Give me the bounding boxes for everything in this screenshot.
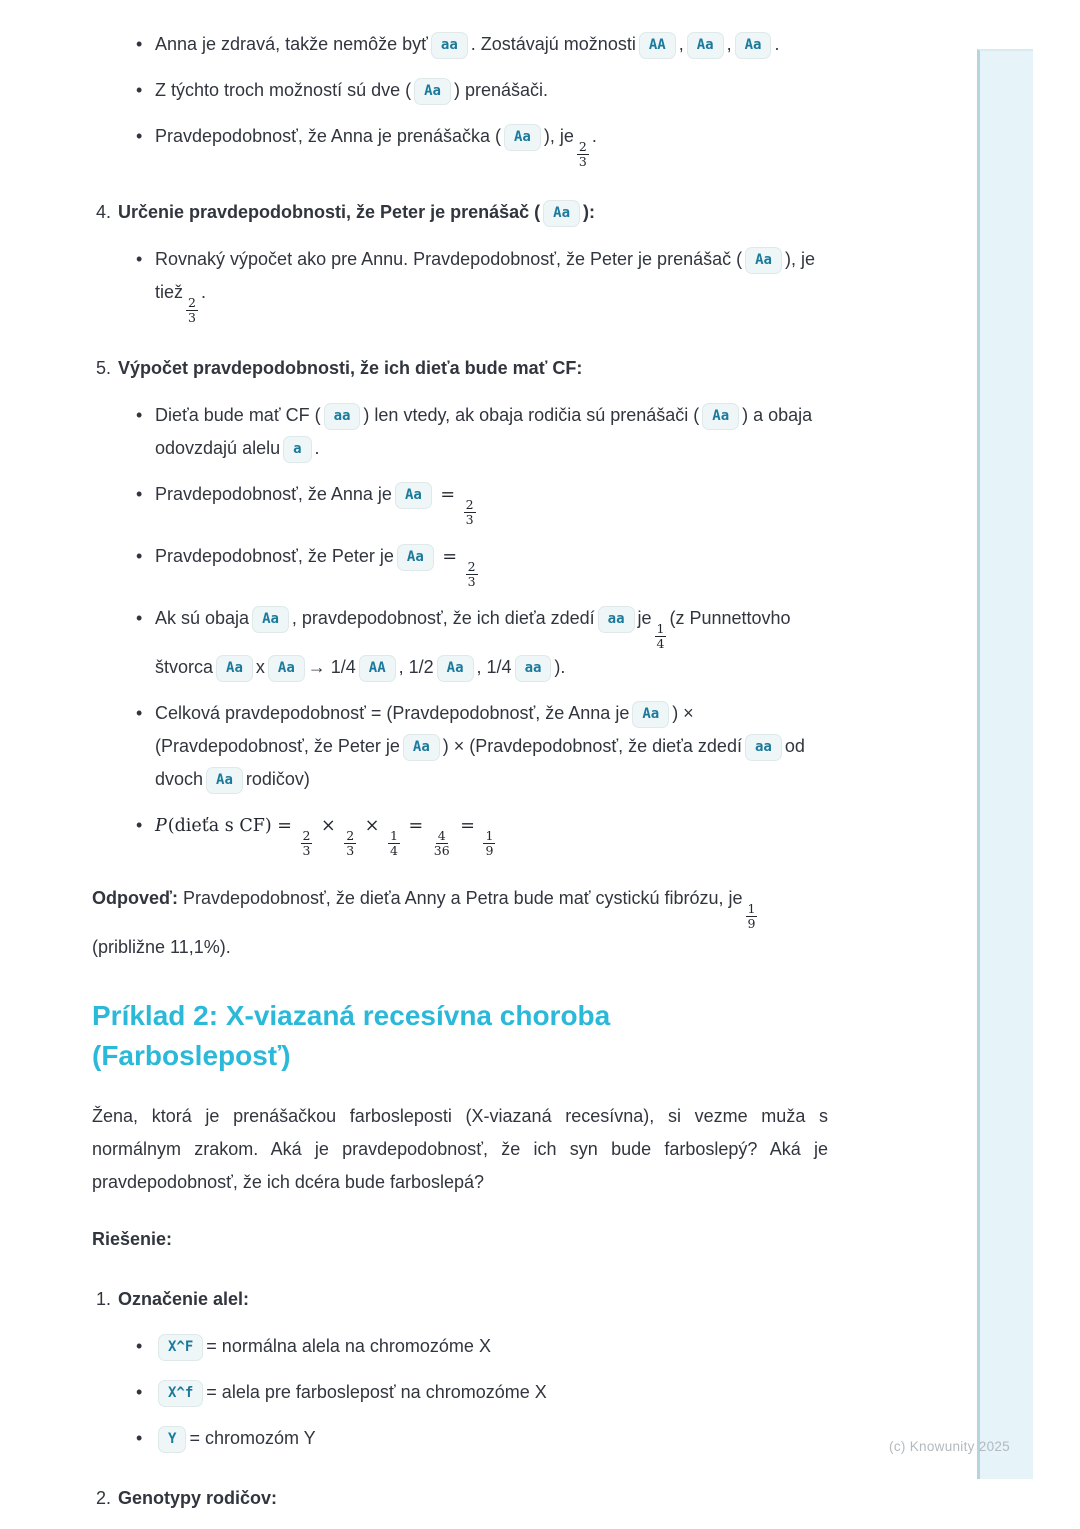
- text-run: rodičov): [245, 769, 310, 789]
- genotype-chip: Aa: [504, 124, 541, 151]
- fraction: [388, 829, 400, 858]
- bullet-item: [92, 602, 828, 684]
- fraction-denominator: 9: [747, 916, 756, 931]
- text-run: Pravdepodobnosť, že Anna je: [155, 484, 392, 504]
- text-run: Pravdepodobnosť, že dieťa Anny a Petra bude mať cystickú fibrózu, je: [177, 888, 743, 908]
- fraction: [577, 140, 589, 169]
- genotype-chip: X^f: [158, 1380, 203, 1407]
- genotype-chip: aa: [745, 734, 782, 761]
- text-run: = normálna alela na chromozóme X: [206, 1336, 491, 1356]
- text-run: , 1/2: [398, 657, 434, 677]
- genotype-chip: Aa: [437, 655, 474, 682]
- fraction-denominator: 3: [302, 843, 311, 858]
- genotype-chip: Aa: [687, 32, 724, 59]
- text-run: . Zostávajú možnosti: [470, 34, 636, 54]
- fraction-numerator: 1: [747, 901, 756, 916]
- genotype-chip: Aa: [252, 606, 289, 633]
- numbered-heading-text: [118, 1283, 828, 1316]
- text-run: .: [200, 282, 206, 302]
- genotype-chip: aa: [515, 655, 552, 682]
- text-run: , pravdepodobnosť, že ich dieťa zdedí: [291, 608, 595, 628]
- text-run: od dvoch: [155, 736, 805, 789]
- math-run: ×: [359, 816, 385, 836]
- text-run: Anna je zdravá, takže nemôže byť: [155, 34, 428, 54]
- fraction-denominator: 3: [578, 154, 587, 169]
- text-run: ) × (Pravdepodobnosť, že Peter je: [155, 703, 694, 756]
- genotype-chip: AA: [639, 32, 676, 59]
- fraction-numerator: 2: [578, 139, 587, 154]
- fraction: [655, 622, 667, 651]
- genotype-chip: Aa: [543, 200, 580, 227]
- fraction-denominator: 3: [467, 574, 476, 589]
- math-run: ×: [315, 816, 342, 836]
- bullet-item: [92, 697, 828, 796]
- genotype-chip: aa: [324, 403, 361, 430]
- text-run: = chromozóm Y: [189, 1428, 316, 1448]
- fraction-denominator: 3: [188, 310, 196, 325]
- fraction: [432, 829, 452, 858]
- bullet-item: [92, 1330, 828, 1363]
- fraction: [344, 829, 356, 858]
- text-run: Pravdepodobnosť, že Peter je: [155, 546, 394, 566]
- bold-text-run: Genotypy rodičov:: [118, 1488, 278, 1508]
- bullet-list: [92, 399, 828, 858]
- fraction-numerator: 2: [465, 497, 474, 512]
- genotype-chip: a: [283, 436, 311, 463]
- page-edge-strip: [977, 49, 1033, 1479]
- bullet-item: [92, 243, 828, 325]
- bold-text-run: Odpoveď:: [92, 888, 178, 908]
- fraction: [746, 902, 758, 931]
- genotype-chip: aa: [598, 606, 635, 633]
- text-run: Rovnaký výpočet ako pre Annu. Pravdepodobnosť, že Peter je prenášač (: [155, 249, 743, 269]
- paragraph: [92, 1223, 828, 1256]
- fraction: [301, 829, 313, 858]
- bullet-item: [92, 478, 828, 527]
- bullet-list: [92, 243, 828, 325]
- text-run: ,: [678, 34, 684, 54]
- list-number: 5.: [96, 358, 112, 378]
- text-run: ) prenášači.: [453, 80, 549, 100]
- document-content: [92, 14, 828, 1529]
- list-number: 2.: [96, 1488, 112, 1508]
- text-run: ) × (Pravdepodobnosť, že dieťa zdedí: [442, 736, 742, 756]
- fraction-numerator: 2: [467, 559, 476, 574]
- numbered-heading-text: [118, 196, 828, 229]
- genotype-chip: Aa: [395, 482, 432, 509]
- numbered-heading: [92, 352, 828, 385]
- text-run: , 1/4: [476, 657, 512, 677]
- text-run: Dieťa bude mať CF (: [155, 405, 321, 425]
- bullet-item: [92, 399, 828, 465]
- genotype-chip: X^F: [158, 1334, 203, 1361]
- text-run: ).: [554, 657, 566, 677]
- text-run: ), je: [543, 126, 574, 146]
- math-run: =: [436, 547, 463, 567]
- genotype-chip: Aa: [745, 247, 782, 274]
- text-run: .: [774, 34, 780, 54]
- genotype-chip: Aa: [632, 701, 669, 728]
- fraction-denominator: 9: [485, 843, 494, 858]
- text-run: Celková pravdepodobnosť = (Pravdepodobnosť, že Anna je: [155, 703, 630, 723]
- text-run: ) a obaja odovzdajú alelu: [155, 405, 813, 458]
- genotype-chip: aa: [431, 32, 468, 59]
- math-run: =: [434, 485, 461, 505]
- fraction-denominator: 4: [656, 636, 665, 651]
- section-heading: [92, 996, 828, 1076]
- bold-text-run: ):: [583, 202, 595, 222]
- bullet-item: [92, 1376, 828, 1409]
- fraction-numerator: 2: [188, 295, 196, 310]
- text-run: (z Punnettovho štvorca: [155, 608, 791, 677]
- fraction: [466, 560, 478, 589]
- bullet-item: [92, 120, 828, 169]
- fraction: [186, 296, 198, 325]
- numbered-heading-text: [118, 352, 828, 385]
- bold-text-run: Výpočet pravdepodobnosti, že ich dieťa bude mať CF:: [118, 358, 583, 378]
- fraction-numerator: 1: [656, 621, 665, 636]
- text-run: Žena, ktorá je prenášačkou farbosleposti (X-viazaná recesívna), si vezme muža s normálnym zrakom. Aká je pravdepodobnosť, že ich syn bude farboslepý? Aká je pravdepodobnosť, že ich dcéra bude farboslepá?: [92, 1106, 828, 1192]
- fraction-numerator: 2: [346, 828, 355, 843]
- genotype-chip: Aa: [702, 403, 739, 430]
- text-run: .: [591, 126, 597, 146]
- math-run: =: [402, 816, 429, 836]
- text-run: (približne 11,1%).: [92, 937, 231, 957]
- fraction: [483, 829, 495, 858]
- math-run: P: [155, 816, 167, 836]
- genotype-chip: Y: [158, 1426, 186, 1453]
- fraction-denominator: 3: [346, 843, 355, 858]
- section-heading-line: Príklad 2: X-viazaná recesívna choroba: [92, 1000, 611, 1031]
- text-run: Ak sú obaja: [155, 608, 250, 628]
- numbered-heading-text: [118, 1482, 828, 1515]
- copyright-watermark: (c) Knowunity 2025: [889, 1439, 1010, 1454]
- genotype-chip: Aa: [735, 32, 772, 59]
- numbered-heading: [92, 1482, 828, 1515]
- numbered-heading: [92, 196, 828, 229]
- bold-text-run: Riešenie:: [92, 1229, 173, 1249]
- bullet-list: [92, 1330, 828, 1455]
- bold-text-run: Určenie pravdepodobnosti, že Peter je prenášač (: [118, 202, 541, 222]
- fraction-numerator: 1: [485, 828, 494, 843]
- fraction-numerator: 1: [390, 828, 398, 843]
- fraction-numerator: 2: [302, 828, 311, 843]
- paragraph: [92, 882, 828, 964]
- fraction-denominator: 3: [465, 512, 474, 527]
- fraction: [464, 498, 476, 527]
- text-run: ) len vtedy, ak obaja rodičia sú prenášači (: [363, 405, 700, 425]
- bold-text-run: Označenie alel:: [118, 1289, 250, 1309]
- text-run: .: [314, 438, 320, 458]
- text-run: Pravdepodobnosť, že Anna je prenášačka (: [155, 126, 501, 146]
- bullet-list: [92, 28, 828, 169]
- bullet-item: [92, 540, 828, 589]
- genotype-chip: AA: [359, 655, 396, 682]
- bullet-item: [92, 28, 828, 61]
- text-run: je: [637, 608, 652, 628]
- fraction-numerator: 4: [437, 828, 446, 843]
- text-run: Z týchto troch možností sú dve (: [155, 80, 412, 100]
- list-number: 1.: [96, 1289, 112, 1309]
- math-run: =: [454, 816, 481, 836]
- paragraph: [92, 1100, 828, 1199]
- genotype-chip: Aa: [216, 655, 253, 682]
- text-run: ,: [726, 34, 732, 54]
- text-run: → 1/4: [307, 657, 356, 677]
- genotype-chip: Aa: [397, 544, 434, 571]
- bullet-item: [92, 74, 828, 107]
- fraction-denominator: 4: [390, 843, 398, 858]
- math-run: (dieťa s CF) =: [167, 816, 298, 836]
- section-heading-line: (Farbosleposť): [92, 1040, 291, 1071]
- text-run: = alela pre farbosleposť na chromozóme X: [206, 1382, 547, 1402]
- text-run: ), je tiež: [155, 249, 815, 302]
- text-run: x: [255, 657, 265, 677]
- bullet-item: [92, 809, 828, 858]
- genotype-chip: Aa: [414, 78, 451, 105]
- list-number: 4.: [96, 202, 112, 222]
- genotype-chip: Aa: [403, 734, 440, 761]
- bullet-item: [92, 1422, 828, 1455]
- numbered-heading: [92, 1283, 828, 1316]
- genotype-chip: Aa: [206, 767, 243, 794]
- genotype-chip: Aa: [268, 655, 305, 682]
- fraction-denominator: 36: [433, 843, 450, 858]
